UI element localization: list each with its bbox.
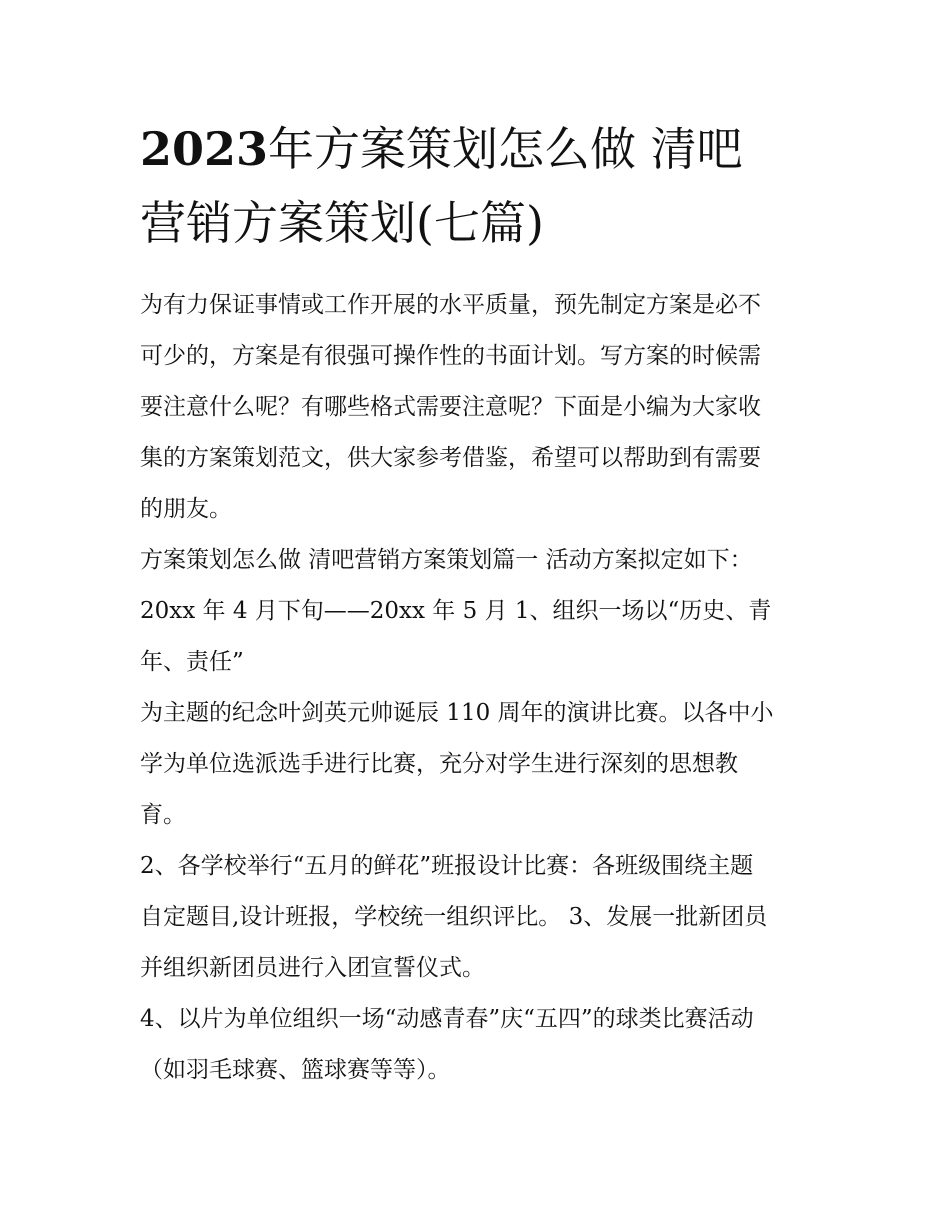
title-line-1 — [140, 112, 820, 186]
paragraph-plan-schedule — [140, 535, 820, 688]
title-line-2: 营销方案策划(七篇) — [140, 196, 544, 250]
text-line: 2、各学校举行“五月的鲜花”班报设计比赛：各班级围绕主题 — [140, 853, 754, 879]
paragraph-speech-contest — [140, 688, 820, 841]
text-line: 方案策划怎么做 清吧营销方案策划篇一 活动方案拟定如下： — [140, 547, 753, 573]
document-title — [140, 112, 820, 260]
text-line: 为有力保证事情或工作开展的水平质量，预先制定方案是必不 — [140, 292, 761, 318]
text-line: 为主题的纪念叶剑英元帅诞辰 110 周年的演讲比赛。以各中小 — [140, 700, 774, 726]
text-line: 集的方案策划范文，供大家参考借鉴，希望可以帮助到有需要 — [140, 445, 761, 471]
text-line: 可少的，方案是有很强可操作性的书面计划。写方案的时候需 — [140, 343, 761, 369]
document-body — [140, 280, 820, 1096]
text-line: 育。 — [140, 802, 186, 828]
text-line: 20xx 年 4 月下旬——20xx 年 5 月 1、组织一场以“历史、青 — [140, 598, 772, 624]
text-line: 的朋友。 — [140, 496, 232, 522]
text-line: 并组织新团员进行入团宣誓仪式。 — [140, 955, 485, 981]
paragraph-class-newspaper — [140, 841, 820, 994]
text-line: 自定题目,设计班报，学校统一组织评比。 3、发展一批新团员 — [140, 904, 768, 930]
title-line-1-text: 年方案策划怎么做 清吧 — [268, 122, 743, 176]
text-line: （如羽毛球赛、篮球赛等等）。 — [140, 1057, 451, 1083]
text-line: 年、责任” — [140, 649, 244, 675]
text-line: 要注意什么呢？有哪些格式需要注意呢？下面是小编为大家收 — [140, 394, 761, 420]
paragraph-intro — [140, 280, 820, 535]
text-line: 学为单位选派选手进行比赛，充分对学生进行深刻的思想教 — [140, 751, 738, 777]
text-line: 4、以片为单位组织一场“动感青春”庆“五四”的球类比赛活动 — [140, 1006, 754, 1032]
paragraph-ball-games — [140, 994, 820, 1096]
title-year: 2023 — [140, 122, 269, 176]
document-page — [140, 112, 820, 1096]
